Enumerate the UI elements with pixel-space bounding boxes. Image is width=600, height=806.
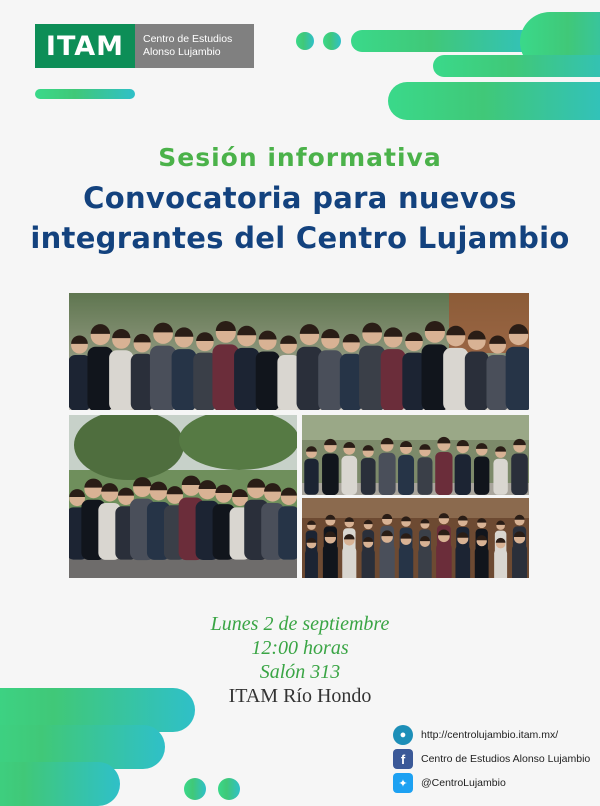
globe-icon: ● (393, 725, 413, 745)
contact-facebook[interactable] (393, 749, 590, 769)
group-photo-bottom-right-top (302, 415, 529, 495)
decor-dot-4 (218, 778, 240, 800)
contact-twitter[interactable] (393, 773, 506, 793)
logo-line-2: Alonso Lujambio (143, 46, 221, 58)
decor-pill-top-2 (433, 55, 600, 77)
facebook-icon: f (393, 749, 413, 769)
logo-brand: ITAM (35, 24, 135, 68)
decor-dot-2 (323, 32, 341, 50)
decor-dot-1 (296, 32, 314, 50)
itam-logo (35, 24, 254, 68)
decor-pill-bottom-3 (0, 762, 120, 806)
twitter-icon: ✦ (393, 773, 413, 793)
contact-website[interactable] (393, 725, 558, 745)
event-date: Lunes 2 de septiembre (210, 613, 390, 635)
facebook-link[interactable]: Centro de Estudios Alonso Lujambio (421, 753, 591, 765)
twitter-link[interactable]: @CentroLujambio (421, 777, 506, 789)
event-venue: ITAM Río Hondo (228, 685, 372, 707)
event-room: Salón 313 (259, 661, 341, 683)
subtitle: Sesión informativa (158, 143, 442, 172)
title-line-1: Convocatoria para nuevos (83, 181, 517, 215)
group-photo-bottom-right-bottom (302, 498, 529, 578)
website-link[interactable]: http://centrolujambio.itam.mx/ (421, 729, 559, 741)
decor-pill-top-3 (388, 82, 600, 120)
event-time: 12:00 horas (251, 637, 349, 659)
decor-dot-3 (184, 778, 206, 800)
group-photo-top (69, 293, 529, 410)
title-line-2: integrantes del Centro Lujambio (30, 221, 570, 255)
main-title (0, 178, 600, 258)
logo-line-1: Centro de Estudios (143, 33, 233, 45)
decor-bar-under-logo (35, 89, 135, 99)
group-photo-bottom-left (69, 415, 297, 578)
logo-text (135, 24, 254, 68)
